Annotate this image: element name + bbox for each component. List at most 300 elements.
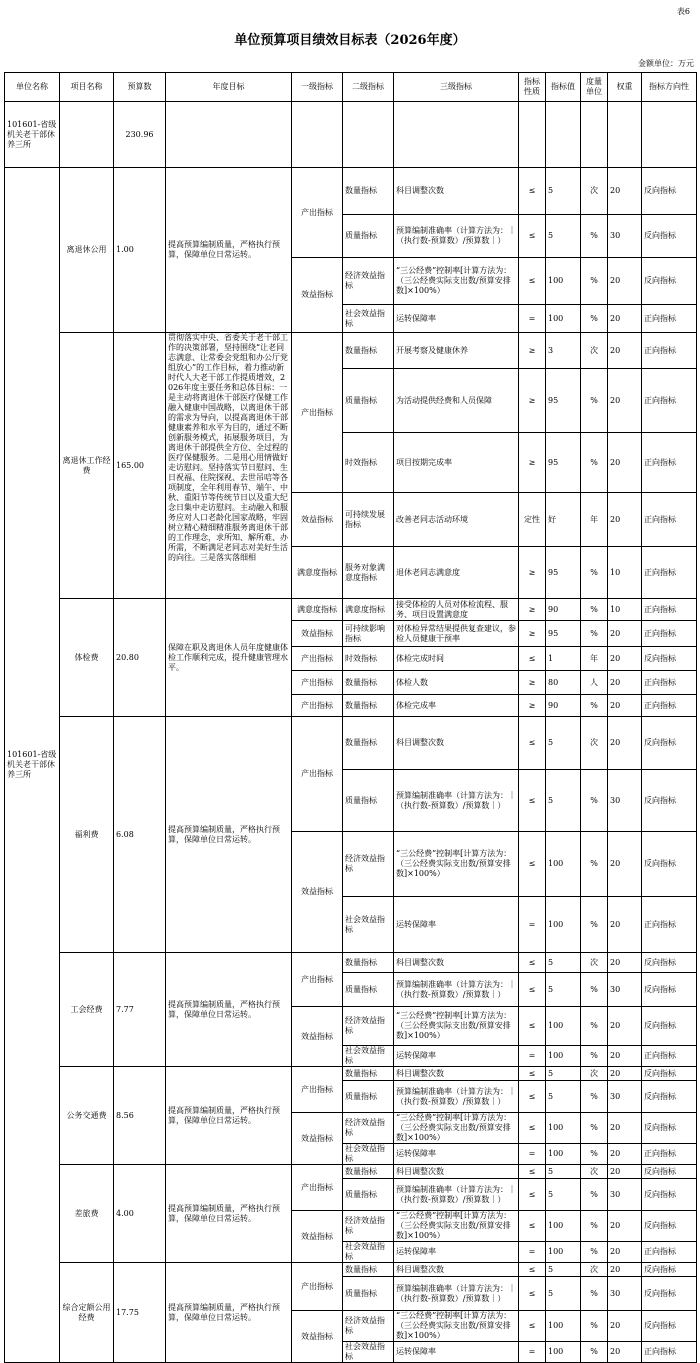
level3-indicator-cell: 科目调整次数 [394,1067,519,1081]
header-cell: 三级指标 [394,73,519,102]
direction-cell: 反向指标 [642,1263,697,1277]
indicator-value-cell: 5 [546,168,581,215]
weight-cell: 10 [608,599,642,621]
indicator-property-cell: ≤ [519,770,546,832]
level3-indicator-cell: 科目调整次数 [394,953,519,973]
indicator-row [5,1165,697,1179]
indicator-value-cell: 90 [546,695,581,717]
header-cell: 单位名称 [5,73,60,102]
weight-cell: 20 [608,1046,642,1067]
annual-goal-cell: 提高预算编制质量，严格执行预算，保障单位日常运转。 [166,717,292,953]
level2-indicator-cell: 质量指标 [343,973,394,1007]
level3-indicator-cell: 为活动提供经费和人员保障 [394,369,519,433]
indicator-property-cell: = [519,305,546,333]
level3-indicator-cell: 项目按期完成率 [394,433,519,493]
header-cell: 年度目标 [166,73,292,102]
indicator-property-cell: ≥ [519,369,546,433]
direction-cell: 反向指标 [642,973,697,1007]
project-name-cell: 差旅费 [60,1165,114,1263]
weight-cell: 20 [608,647,642,671]
measure-unit-cell: % [581,621,608,647]
project-name-cell [60,102,114,168]
direction-cell: 反向指标 [642,953,697,973]
project-name-cell: 离退休公用 [60,168,114,333]
indicator-value-cell: 5 [546,1081,581,1113]
direction-cell: 正向指标 [642,599,697,621]
measure-unit-cell: 次 [581,168,608,215]
weight-cell: 20 [608,369,642,433]
level1-indicator-cell: 满意度指标 [292,547,343,599]
project-name-cell: 体检费 [60,599,114,717]
measure-unit-cell: % [581,305,608,333]
level3-indicator-cell: 运转保障率 [394,305,519,333]
direction-cell: 正向指标 [642,621,697,647]
measure-unit-cell: 次 [581,1165,608,1179]
direction-cell: 正向指标 [642,433,697,493]
level2-indicator-cell: 质量指标 [343,1081,394,1113]
level3-indicator-cell: 体检完成率 [394,695,519,717]
weight-cell: 20 [608,621,642,647]
indicator-property-cell: ≥ [519,599,546,621]
measure-unit-cell: % [581,369,608,433]
level1-indicator-cell: 效益指标 [292,493,343,547]
measure-unit-cell: % [581,1242,608,1263]
level3-indicator-cell: 预算编制准确率（计算方法为：｜（执行数-预算数）/预算数｜） [394,1277,519,1311]
level3-indicator-cell: 运转保障率 [394,1144,519,1165]
indicator-value-cell: 95 [546,621,581,647]
weight-cell: 20 [608,1113,642,1144]
indicator-value-cell: 3 [546,333,581,369]
measure-unit-cell: % [581,1211,608,1242]
performance-target-table [4,72,697,1363]
indicator-property-cell: ≥ [519,671,546,695]
annual-goal-cell: 提高预算编制质量，严格执行预算，保障单位日常运转。 [166,953,292,1067]
direction-cell: 正向指标 [642,333,697,369]
level2-indicator-cell: 社会效益指标 [343,1046,394,1067]
level2-indicator-cell: 数量指标 [343,1263,394,1277]
measure-unit-cell: % [581,1277,608,1311]
indicator-property-cell: ≤ [519,1007,546,1046]
direction-cell: 反向指标 [642,215,697,258]
level2-indicator-cell: 经济效益指标 [343,258,394,305]
direction-cell: 反向指标 [642,770,697,832]
indicator-value-cell: 95 [546,369,581,433]
measure-unit-cell: % [581,695,608,717]
measure-unit-cell: 次 [581,333,608,369]
indicator-property-cell: ≤ [519,168,546,215]
level2-indicator-cell: 数量指标 [343,333,394,369]
level1-indicator-cell: 产出指标 [292,1165,343,1211]
weight-cell: 30 [608,1081,642,1113]
level3-indicator-cell: 体检完成时间 [394,647,519,671]
direction-cell: 正向指标 [642,305,697,333]
level3-indicator-cell: “三公经费”控制率[计算方法为：（三公经费实际支出数/预算安排数]×100%） [394,1007,519,1046]
level3-indicator-cell: 科目调整次数 [394,717,519,770]
level1-indicator-cell: 效益指标 [292,1113,343,1165]
measure-unit-cell: 人 [581,671,608,695]
direction-cell: 正向指标 [642,547,697,599]
direction-cell: 正向指标 [642,897,697,953]
level1-indicator-cell: 产出指标 [292,953,343,1007]
weight-cell: 20 [608,305,642,333]
level2-indicator-cell: 质量指标 [343,1277,394,1311]
project-name-cell: 福利费 [60,717,114,953]
weight-cell: 30 [608,1179,642,1211]
weight-cell: 20 [608,1007,642,1046]
weight-cell: 20 [608,1311,642,1342]
measure-unit-cell: % [581,832,608,897]
annual-goal-cell: 提高预算编制质量，严格执行预算，保障单位日常运转。 [166,168,292,333]
level2-indicator-cell: 满意度指标 [343,599,394,621]
level1-indicator-cell: 产出指标 [292,1067,343,1113]
level1-indicator-cell: 产出指标 [292,671,343,695]
amount-unit-label: 金额单位：万元 [638,59,694,68]
weight-cell: 20 [608,1165,642,1179]
direction-cell: 正向指标 [642,493,697,547]
measure-unit-cell: % [581,599,608,621]
budget-cell: 7.77 [114,953,166,1067]
level3-indicator-cell: 科目调整次数 [394,168,519,215]
indicator-property-cell: ≤ [519,832,546,897]
header-cell: 指标方向性 [642,73,697,102]
level3-indicator-cell: 改善老同志活动环境 [394,493,519,547]
project-name-cell: 公务交通费 [60,1067,114,1165]
level1-indicator-cell: 产出指标 [292,695,343,717]
unit-summary-row [5,102,697,168]
level1-indicator-cell: 效益指标 [292,1311,343,1363]
level2-indicator-cell: 数量指标 [343,671,394,695]
direction-cell: 反向指标 [642,832,697,897]
indicator-property-cell: ≥ [519,547,546,599]
level1-indicator-cell: 效益指标 [292,1007,343,1067]
indicator-property-cell: ≤ [519,1081,546,1113]
level2-indicator-cell: 数量指标 [343,953,394,973]
indicator-property-cell: 定性 [519,493,546,547]
direction-cell: 正向指标 [642,369,697,433]
indicator-value-cell: 5 [546,215,581,258]
weight-cell: 20 [608,1144,642,1165]
indicator-property-cell: ≤ [519,1165,546,1179]
level3-indicator-cell: “三公经费”控制率[计算方法为：（三公经费实际支出数/预算安排数]×100%） [394,1211,519,1242]
level3-indicator-cell: 科目调整次数 [394,1263,519,1277]
level3-indicator-cell: 开展考察及健康休养 [394,333,519,369]
direction-cell: 反向指标 [642,647,697,671]
level1-indicator-cell: 产出指标 [292,333,343,493]
level3-indicator-cell: 运转保障率 [394,1342,519,1363]
direction-cell: 反向指标 [642,1007,697,1046]
direction-cell: 正向指标 [642,1144,697,1165]
budget-cell: 4.00 [114,1165,166,1263]
header-cell: 权重 [608,73,642,102]
level1-indicator-cell: 满意度指标 [292,599,343,621]
measure-unit-cell: % [581,1007,608,1046]
indicator-row [5,599,697,621]
level3-indicator-cell: 体检人数 [394,671,519,695]
indicator-property-cell: = [519,1046,546,1067]
level2-indicator-cell: 经济效益指标 [343,1113,394,1144]
indicator-value-cell: 5 [546,1165,581,1179]
indicator-value-cell: 100 [546,1046,581,1067]
measure-unit-cell: % [581,433,608,493]
direction-cell: 反向指标 [642,1311,697,1342]
indicator-value-cell: 100 [546,1311,581,1342]
level1-indicator-cell: 产出指标 [292,717,343,832]
measure-unit-cell: % [581,973,608,1007]
indicator-row [5,1067,697,1081]
annual-goal-cell: 贯彻落实中央、省委关于老干部工作的决策部署，坚持围绕“让老同志满意、让常委会党组和办公厅党组放心”的工作目标，着力推动新时代人大老干部工作提质增效，2026年度主要任务和总体目标：一是主动将离退休干部医疗保健工作融入健康中国战略，以离退休干部的需求为导向，以提高离退休干部健康素养和水平为目的，通过不断创新服务模式，拓展服务项目，为离退休干部提供全方位、全过程的医疗保健服务。二是用心用情做好走访慰问。坚持落实节日慰问、生日祝福、住院探视、去世吊唁等各项制度，全年利用春节、端午、中秋、重阳节等传统节日以及重大纪念日集中走访慰问。主动融入和服务应对人口老龄化国家战略，牢固树立精心精细精准服务离退休干部的工作理念，求所知、解所难、办所需，不断满足老同志对美好生活的向往。三是落实落细相 [166,333,292,599]
indicator-value-cell: 5 [546,953,581,973]
weight-cell: 20 [608,953,642,973]
direction-cell: 正向指标 [642,1046,697,1067]
weight-cell: 20 [608,1242,642,1263]
indicator-value-cell: 100 [546,897,581,953]
level3-indicator-cell: 预算编制准确率（计算方法为：｜（执行数-预算数）/预算数｜） [394,770,519,832]
level2-indicator-cell: 时效指标 [343,647,394,671]
indicator-value-cell: 100 [546,1144,581,1165]
measure-unit-cell: % [581,897,608,953]
measure-unit-cell: % [581,258,608,305]
budget-cell: 1.00 [114,168,166,333]
indicator-property-cell: ≤ [519,1179,546,1211]
indicator-property-cell: ≤ [519,647,546,671]
indicator-row [5,333,697,369]
level3-indicator-cell: 科目调整次数 [394,1165,519,1179]
indicator-value-cell: 90 [546,599,581,621]
level1-indicator-cell: 效益指标 [292,832,343,953]
weight-cell: 20 [608,493,642,547]
header-cell: 指标值 [546,73,581,102]
weight-cell: 20 [608,897,642,953]
header-cell: 度量单位 [581,73,608,102]
budget-cell: 165.00 [114,333,166,599]
level1-indicator-cell: 效益指标 [292,258,343,333]
direction-cell: 正向指标 [642,1242,697,1263]
level3-indicator-cell: 对体检异常结果提供复查建议，参检人员健康干预率 [394,621,519,647]
weight-cell: 20 [608,671,642,695]
indicator-value-cell: 100 [546,1007,581,1046]
weight-cell: 20 [608,1263,642,1277]
budget-cell: 6.08 [114,717,166,953]
level3-indicator-cell: “三公经费”控制率[计算方法为：（三公经费实际支出数/预算安排数]×100%） [394,1113,519,1144]
indicator-property-cell: ≥ [519,333,546,369]
indicator-property-cell: = [519,1144,546,1165]
level2-indicator-cell: 质量指标 [343,369,394,433]
direction-cell: 反向指标 [642,717,697,770]
table-header-row [5,73,697,102]
level3-indicator-cell: 运转保障率 [394,1046,519,1067]
level2-indicator-cell: 经济效益指标 [343,1211,394,1242]
direction-cell: 反向指标 [642,1081,697,1113]
weight-cell: 20 [608,695,642,717]
direction-cell: 正向指标 [642,695,697,717]
annual-goal-cell: 保障在职及离退休人员年度健康体检工作顺利完成，提升健康管理水平。 [166,599,292,717]
indicator-row [5,717,697,770]
budget-cell: 20.80 [114,599,166,717]
header-cell: 预算数 [114,73,166,102]
direction-cell: 反向指标 [642,1277,697,1311]
level1-indicator-cell: 效益指标 [292,621,343,647]
direction-cell: 反向指标 [642,1179,697,1211]
measure-unit-cell: % [581,1311,608,1342]
level3-indicator-cell: 预算编制准确率（计算方法为：｜（执行数-预算数）/预算数｜） [394,1179,519,1211]
indicator-value-cell: 5 [546,973,581,1007]
measure-unit-cell: % [581,215,608,258]
level2-indicator-cell: 社会效益指标 [343,897,394,953]
annual-goal-cell: 提高预算编制质量，严格执行预算，保障单位日常运转。 [166,1165,292,1263]
measure-unit-cell: 次 [581,953,608,973]
direction-cell: 反向指标 [642,258,697,305]
level3-indicator-cell: 预算编制准确率（计算方法为：｜（执行数-预算数）/预算数｜） [394,973,519,1007]
level3-indicator-cell: 运转保障率 [394,897,519,953]
level3-indicator-cell: 接受体检的人员对体检流程、服务、项目设置满意度 [394,599,519,621]
page-title: 单位预算项目绩效目标表（2026年度） [234,33,466,48]
indicator-value-cell: 5 [546,1263,581,1277]
indicator-value-cell: 100 [546,1113,581,1144]
indicator-property-cell: = [519,897,546,953]
indicator-value-cell: 80 [546,671,581,695]
level3-indicator-cell: “三公经费”控制率[计算方法为：（三公经费实际支出数/预算安排数]×100%） [394,832,519,897]
level1-indicator-cell: 产出指标 [292,647,343,671]
level2-indicator-cell: 经济效益指标 [343,1007,394,1046]
header-cell: 二级指标 [343,73,394,102]
measure-unit-cell: 次 [581,717,608,770]
measure-unit-cell: % [581,1342,608,1363]
indicator-row [5,1263,697,1277]
level2-indicator-cell: 社会效益指标 [343,1144,394,1165]
level2-indicator-cell: 数量指标 [343,1067,394,1081]
indicator-value-cell: 1 [546,647,581,671]
level1-indicator-cell: 产出指标 [292,1263,343,1311]
measure-unit-cell: 年 [581,647,608,671]
weight-cell: 20 [608,433,642,493]
indicator-row [5,953,697,973]
level2-indicator-cell: 社会效益指标 [343,305,394,333]
indicator-property-cell: ≤ [519,215,546,258]
level2-indicator-cell: 社会效益指标 [343,1342,394,1363]
indicator-property-cell: ≤ [519,717,546,770]
indicator-property-cell: ≤ [519,1211,546,1242]
weight-cell: 20 [608,1211,642,1242]
unit-name-cell: 101601-省级机关老干部休养三所 [5,168,60,1363]
level2-indicator-cell: 可持续发展指标 [343,493,394,547]
weight-cell: 20 [608,333,642,369]
level2-indicator-cell: 数量指标 [343,168,394,215]
level2-indicator-cell: 质量指标 [343,215,394,258]
indicator-value-cell: 5 [546,1179,581,1211]
level1-indicator-cell: 效益指标 [292,1211,343,1263]
indicator-property-cell: ≥ [519,695,546,717]
measure-unit-cell: 年 [581,493,608,547]
direction-cell: 反向指标 [642,1067,697,1081]
project-name-cell: 工会经费 [60,953,114,1067]
indicator-property-cell: ≤ [519,1311,546,1342]
indicator-property-cell: ≤ [519,1113,546,1144]
indicator-property-cell: ≤ [519,953,546,973]
weight-cell: 30 [608,973,642,1007]
direction-cell: 反向指标 [642,1165,697,1179]
indicator-value-cell: 100 [546,832,581,897]
level2-indicator-cell: 服务对象满意度指标 [343,547,394,599]
indicator-value-cell: 100 [546,1342,581,1363]
weight-cell: 20 [608,258,642,305]
measure-unit-cell: % [581,1144,608,1165]
weight-cell: 30 [608,215,642,258]
level2-indicator-cell: 时效指标 [343,433,394,493]
level2-indicator-cell: 经济效益指标 [343,832,394,897]
indicator-property-cell: = [519,1242,546,1263]
indicator-property-cell: ≤ [519,1263,546,1277]
unit-name-cell: 101601-省级机关老干部休养三所 [5,102,60,168]
weight-cell: 20 [608,832,642,897]
level3-indicator-cell: 预算编制准确率（计算方法为：｜（执行数-预算数）/预算数｜） [394,215,519,258]
level1-indicator-cell: 产出指标 [292,168,343,258]
weight-cell: 20 [608,1342,642,1363]
direction-cell: 反向指标 [642,168,697,215]
budget-cell: 230.96 [114,102,166,168]
indicator-property-cell: ≥ [519,621,546,647]
indicator-value-cell: 5 [546,1277,581,1311]
indicator-value-cell: 5 [546,770,581,832]
measure-unit-cell: 次 [581,1263,608,1277]
header-cell: 一级指标 [292,73,343,102]
budget-cell: 8.56 [114,1067,166,1165]
weight-cell: 30 [608,1277,642,1311]
direction-cell: 正向指标 [642,671,697,695]
annual-goal-cell: 提高预算编制质量，严格执行预算，保障单位日常运转。 [166,1067,292,1165]
measure-unit-cell: % [581,1081,608,1113]
level2-indicator-cell: 社会效益指标 [343,1242,394,1263]
project-name-cell: 综合定额公用经费 [60,1263,114,1363]
indicator-property-cell: ≤ [519,1067,546,1081]
indicator-property-cell: ≥ [519,433,546,493]
indicator-property-cell: ≤ [519,258,546,305]
measure-unit-cell: % [581,1179,608,1211]
indicator-value-cell: 100 [546,258,581,305]
indicator-property-cell: ≤ [519,973,546,1007]
indicator-property-cell: ≤ [519,1277,546,1311]
indicator-value-cell: 好 [546,493,581,547]
level3-indicator-cell: 退休老同志满意度 [394,547,519,599]
level2-indicator-cell: 可持续影响指标 [343,621,394,647]
level3-indicator-cell: 运转保障率 [394,1242,519,1263]
weight-cell: 20 [608,1067,642,1081]
level2-indicator-cell: 经济效益指标 [343,1311,394,1342]
measure-unit-cell: % [581,1113,608,1144]
budget-cell: 17.75 [114,1263,166,1363]
level2-indicator-cell: 数量指标 [343,1165,394,1179]
level2-indicator-cell: 质量指标 [343,1179,394,1211]
indicator-value-cell: 100 [546,305,581,333]
indicator-row [5,168,697,215]
direction-cell: 反向指标 [642,1211,697,1242]
direction-cell: 反向指标 [642,1113,697,1144]
indicator-value-cell: 100 [546,1242,581,1263]
level2-indicator-cell: 质量指标 [343,770,394,832]
sheet-number: 表6 [676,7,690,16]
level3-indicator-cell: 预算编制准确率（计算方法为：｜（执行数-预算数）/预算数｜） [394,1081,519,1113]
indicator-value-cell: 5 [546,717,581,770]
weight-cell: 30 [608,770,642,832]
measure-unit-cell: % [581,770,608,832]
header-cell: 项目名称 [60,73,114,102]
level2-indicator-cell: 数量指标 [343,717,394,770]
indicator-value-cell: 100 [546,1211,581,1242]
weight-cell: 20 [608,168,642,215]
level2-indicator-cell: 数量指标 [343,695,394,717]
level3-indicator-cell: “三公经费”控制率[计算方法为：（三公经费实际支出数/预算安排数]×100%） [394,258,519,305]
header-cell: 指标性质 [519,73,546,102]
level3-indicator-cell: “三公经费”控制率[计算方法为：（三公经费实际支出数/预算安排数]×100%） [394,1311,519,1342]
